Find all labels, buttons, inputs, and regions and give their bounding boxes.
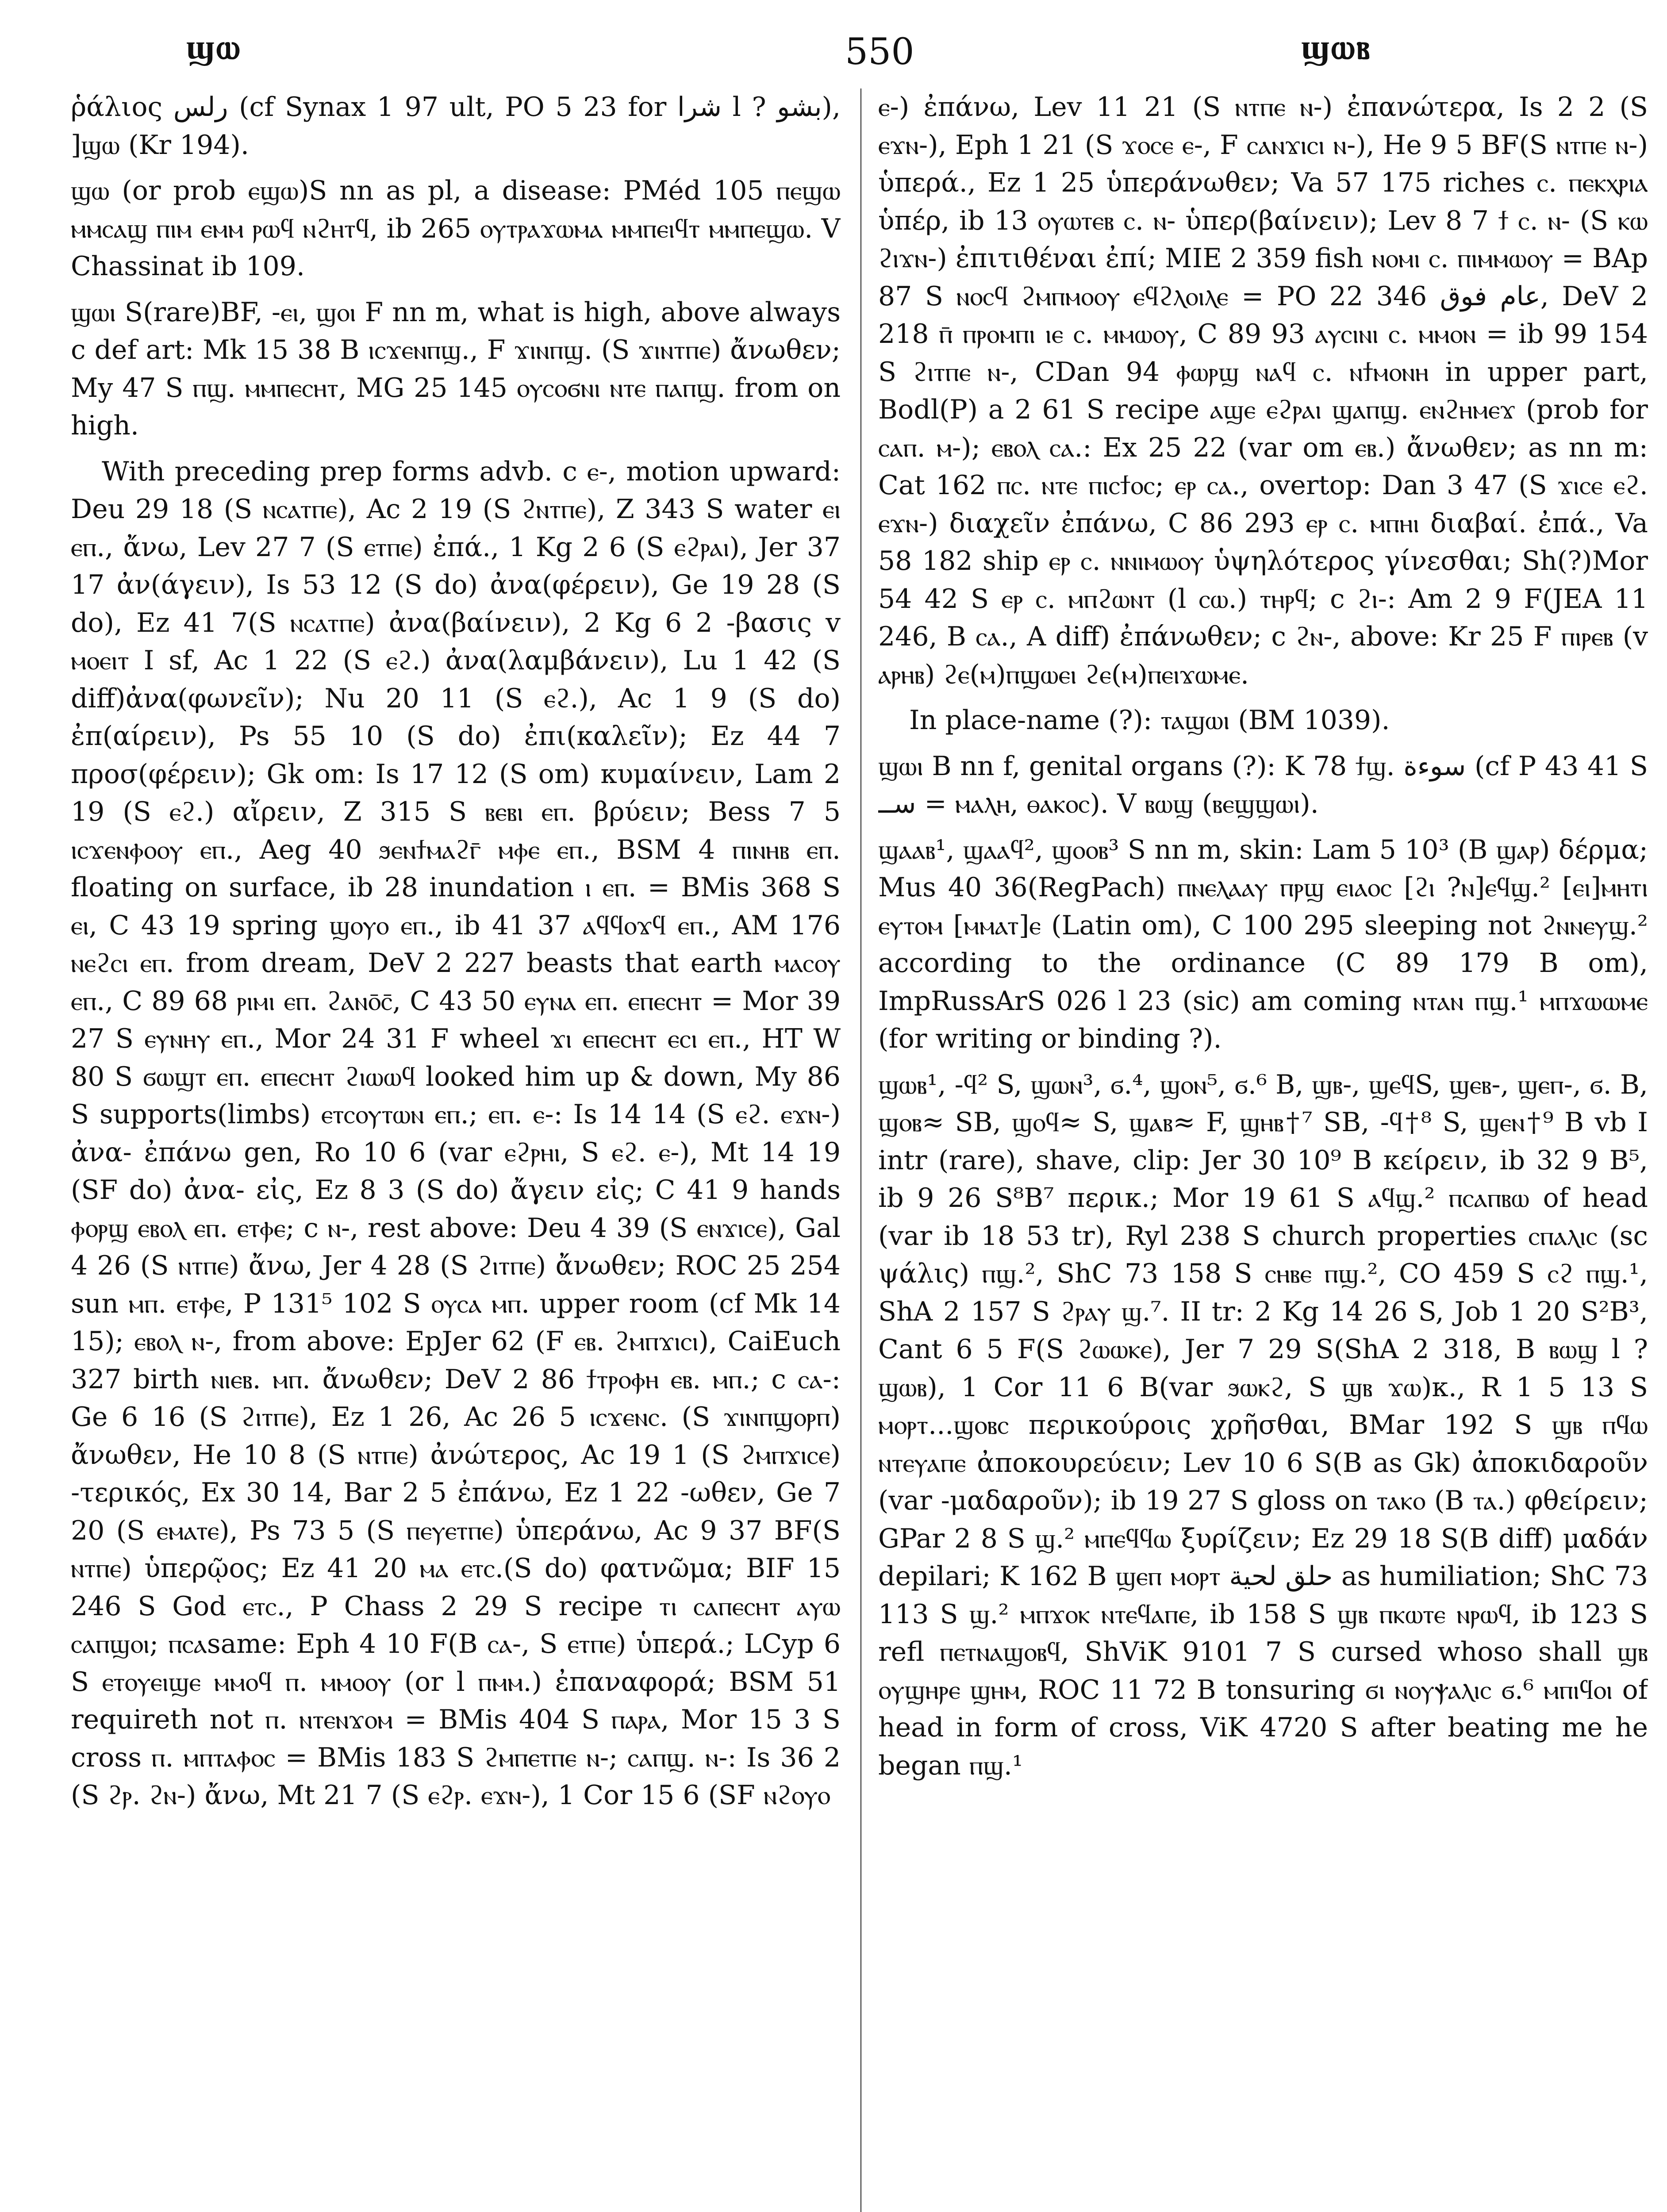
left-headword: ϣⲱ [186, 27, 242, 67]
page-header [71, 27, 1602, 88]
entry-paragraph: ϣⲱⲓ B nn f, genital organs (?): K 78 ϯϣ. سوءة (cf P 43 41 S ســ = ⲙⲁⲗⲏ, ⲑⲁⲕⲟⲥ). V ⲃⲱϣ (ⲃⲉϣϣⲱⲓ). [878, 750, 1648, 819]
column-divider [860, 88, 861, 2212]
entry-paragraph: ϣⲁⲁⲃ¹, ϣⲁⲁϥ², ϣⲟⲟⲃ³ S nn m, skin: Lam 5 10³ (B ϣⲁⲣ) δέρμα; Mus 40 36(RegPach) ⲡⲛⲉⲗⲁⲁⲩ ⲡⲣϣ ⲉⲓⲁⲟⲥ [ϩⲓ ?ⲛ]ⲉϥϣ.² [ⲉⲓ]ⲙⲏⲧⲓ ⲉⲩⲧⲟⲙ [ⲙⲙⲁⲧ]ⲉ (Latin om), C 100 295 sleeping not ϩⲛⲛⲉⲩϣ.² according to the ordinance (C 89 179 B om), ImpRussArS 026 l 23 (sic) am coming ⲛⲧⲁⲛ ⲡϣ.¹ ⲙⲡϫⲱⲱⲙⲉ (for writing or binding ?). [878, 834, 1648, 1054]
entry-paragraph: With preceding prep forms advb. c ⲉ-, motion upward: Deu 29 18 (S ⲛⲥⲁⲧⲡⲉ), Ac 2 19 (S ϩⲛⲧⲡⲉ), Z 343 S water ⲉⲓ ⲉⲡ., ἄνω, Lev 27 7 (S ⲉⲧⲡⲉ) ἐπά., 1 Kg 2 6 (S ⲉϩⲣⲁⲓ), Jer 37 17 ἀν(άγειν), Is 53 12 (S do) ἀνα(φέρειν), Ge 19 28 (S do), Ez 41 7(S ⲛⲥⲁⲧⲡⲉ) ἀνα(βαίνειν), 2 Kg 6 2 -βασις v ⲙⲟⲉⲓⲧ I sf, Ac 1 22 (S ⲉϩ.) ἀνα(λαμβάνειν), Lu 1 42 (S diff)ἀνα(φωνεῖν); Nu 20 11 (S ⲉϩ.), Ac 1 9 (S do) ἐπ(αίρειν), Ps 55 10 (S do) ἐπι(καλεῖν); Ez 44 7 προσ(φέρειν); Gk om: Is 17 12 (S om) κυμαίνειν, Lam 2 19 (S ⲉϩ.) αἴρειν, Z 315 S ⲃⲉⲃⲓ ⲉⲡ. βρύειν; Bess 7 5 ⲓⲥϫⲉⲛⲫⲟⲟⲩ ⲉⲡ., Aeg 40 ϧⲉⲛϯⲙⲁϩⲅ̄ ⲙⲫⲉ ⲉⲡ., BSM 4 ⲡⲓⲛⲏⲃ ⲉⲡ. floating on surface, ib 28 inundation ⲓ ⲉⲡ. = BMis 368 S ⲉⲓ, C 43 19 spring ϣⲟⲩⲟ ⲉⲡ., ib 41 37 ⲁϥϥⲟϫϥ ⲉⲡ., AM 176 ⲛⲉϩⲥⲓ ⲉⲡ. from dream, DeV 2 227 beasts that earth ⲙⲁⲥⲟⲩ ⲉⲡ., C 89 68 ⲣⲓⲙⲓ ⲉⲡ. ϩⲁⲛⲟ̄ⲥ̄, C 43 50 ⲉⲩⲛⲁ ⲉⲡ. ⲉⲡⲉⲥⲏⲧ = Mor 39 27 S ⲉⲩⲛⲏⲩ ⲉⲡ., Mor 24 31 F wheel ϫⲓ ⲉⲡⲉⲥⲏⲧ ⲉⲥⲓ ⲉⲡ., HT W 80 S ϭⲱϣⲧ ⲉⲡ. ⲉⲡⲉⲥⲏⲧ ϩⲓⲱⲱϥ looked him up & down, My 86 S supports(limbs) ⲉⲧⲥⲟⲩⲧⲱⲛ ⲉⲡ.; ⲉⲡ. ⲉ-: Is 14 14 (S ⲉϩ. ⲉϫⲛ-) ἀνα- ἐπάνω gen, Ro 10 6 (var ⲉϩⲣⲏⲓ, S ⲉϩ. ⲉ-), Mt 14 19 (SF do) ἀνα- εἰς, Ez 8 3 (S do) ἄγειν εἰς; C 41 9 hands ⲫⲟⲣϣ ⲉⲃⲟⲗ ⲉⲡ. ⲉⲧⲫⲉ; c ⲛ-, rest above: Deu 4 39 (S ⲉⲛϫⲓⲥⲉ), Gal 4 26 (S ⲛⲧⲡⲉ) ἄνω, Jer 4 28 (S ϩⲓⲧⲡⲉ) ἄνωθεν; ROC 25 254 sun ⲙⲡ. ⲉⲧⲫⲉ, P 131⁵ 102 S ⲟⲩⲥⲁ ⲙⲡ. upper room (cf Mk 14 15); ⲉⲃⲟⲗ ⲛ-, from above: EpJer 62 (F ⲉⲃ. ϩⲙⲡϫⲓⲥⲓ), CaiEuch 327 birth ⲛⲓⲉⲃ. ⲙⲡ. ἄνωθεν; DeV 2 86 ϯⲧⲣⲟⲫⲏ ⲉⲃ. ⲙⲡ.; c ⲥⲁ-: Ge 6 16 (S ϩⲓⲧⲡⲉ), Ez 1 26, Ac 26 5 ⲓⲥϫⲉⲛⲥ. (S ϫⲓⲛⲡϣⲟⲣⲡ) ἄνωθεν, He 10 8 (S ⲛⲧⲡⲉ) ἀνώτερος, Ac 19 1 (S ϩⲙⲡϫⲓⲥⲉ) -τερικός, Ex 30 14, Bar 2 5 ἐπάνω, Ez 1 22 -ωθεν, Ge 7 20 (S ⲉⲙⲁⲧⲉ), Ps 73 5 (S ⲡⲉⲩⲉⲧⲡⲉ) ὑπεράνω, Ac 9 37 BF(S ⲛⲧⲡⲉ) ὑπερῷος; Ez 41 20 ⲙⲁ ⲉⲧⲥ.(S do) φατνῶμα; BIF 15 246 S God ⲉⲧⲥ., P Chass 2 29 S recipe ⲧⲓ ⲥⲁⲡⲉⲥⲏⲧ ⲁⲩⲱ ⲥⲁⲡϣⲟⲓ; ⲡⲥⲁsame: Eph 4 10 F(B ⲥⲁ-, S ⲉⲧⲡⲉ) ὑπερά.; LCyp 6 S ⲉⲧⲟⲩⲉⲓϣⲉ ⲙⲙⲟϥ ⲡ. ⲙⲙⲟⲟⲩ (or l ⲡⲙⲙ.) ἐπαναφορά; BSM 51 requireth not ⲡ. ⲛⲧⲉⲛϫⲟⲙ = BMis 404 S ⲡⲁⲣⲁ, Mor 15 3 S cross ⲡ. ⲙⲡⲧⲁⲫⲟⲥ = BMis 183 S ϩⲙⲡⲉⲧⲡⲉ ⲛ-; ⲥⲁⲡϣ. ⲛ-: Is 36 2 (S ϩⲣ. ϩⲛ-) ἄνω, Mt 21 7 (S ⲉϩⲣ. ⲉϫⲛ-), 1 Cor 15 6 (SF ⲛϩⲟⲩⲟ [71, 456, 841, 1811]
entry-paragraph: ϣⲱⲓ S(rare)BF, -ⲉⲓ, ϣⲟⲓ F nn m, what is high, above always c def art: Mk 15 38 B ⲓⲥϫⲉⲛⲡϣ., F ϫⲓⲛⲡϣ. (S ϫⲓⲛⲧⲡⲉ) ἄνωθεν; My 47 S ⲡϣ. ⲙⲙⲡⲉⲥⲏⲧ, MG 25 145 ⲟⲩⲥⲟϭⲛⲓ ⲛⲧⲉ ⲡⲁⲡϣ. from on high. [71, 296, 841, 441]
entry-paragraph: ϣⲱⲃ¹, -ϥ² S, ϣⲱⲛ³, ϭ.⁴, ϣⲟⲛ⁵, ϭ.⁶ B, ϣⲃ-, ϣⲉϥS, ϣⲉⲃ-, ϣⲉⲡ-, ϭ. B, ϣⲟⲃ≈ SB, ϣⲟϥ≈ S, ϣⲁⲃ≈ F, ϣⲏⲃ†⁷ SB, -ϥ†⁸ S, ϣⲉⲛ†⁹ B vb I intr (rare), shave, clip: Jer 30 10⁹ B κείρειν, ib 32 9 B⁵, ib 9 26 S⁸B⁷ περικ.; Mor 19 61 S ⲁϥϣ.² ⲡⲥⲁⲡⲃⲱ of head (var ib 18 53 tr), Ryl 238 S church properties ⲥⲡⲁⲗⲓⲥ (sc ψάλις) ⲡϣ.², ShC 73 158 S ⲥⲏⲃⲉ ⲡϣ.², CO 459 S ⲥϩ ⲡϣ.¹, ShA 2 157 S ϩⲣⲁⲩ ϣ.⁷. II tr: 2 Kg 14 26 S, Job 1 20 S²B³, Cant 6 5 F(S ϩⲱⲱⲕⲉ), Jer 7 29 S(ShA 2 318, B ⲃⲱϣ l ? ϣⲱⲃ), 1 Cor 11 6 B(var ϧⲱⲕϩ, S ϣⲃ ϫⲱ)κ., R 1 5 13 S ⲙⲟⲣⲧ...ϣⲟⲃⲥ περικούροις χρῆσθαι, BMar 192 S ϣⲃ ⲡϥⲱ ⲛⲧⲉⲩⲁⲡⲉ ἀποκουρεύειν; Lev 10 6 S(B as Gk) ἀποκιδαροῦν (var -μαδαροῦν); ib 19 27 S gloss on ⲧⲁⲕⲟ (B ⲧⲁ.) φθείρειν; GPar 2 8 S ϣ.² ⲙⲡⲉϥϥⲱ ξυρίζειν; Ez 29 18 S(B diff) μαδάν depilari; K 162 B ϣⲉⲡ ⲙⲟⲣⲧ حلق لحية as humiliation; ShC 73 113 S ϣ.² ⲙⲡϫⲟⲕ ⲛⲧⲉϥⲁⲡⲉ, ib 158 S ϣⲃ ⲡⲕⲱⲧⲉ ⲛⲣⲱϥ, ib 123 S refl ⲡⲉⲧⲛⲁϣⲟⲃϥ, ShViK 9101 7 S cursed whoso shall ϣⲃ ⲟⲩϣⲏⲣⲉ ϣⲏⲙ, ROC 11 72 B tonsuring ϭⲓ ⲛⲟⲩⲯⲁⲗⲓⲥ ϭ.⁶ ⲙⲡⲓϥⲟⲓ of head in form of cross, ViK 4720 S after beating me he began ⲡϣ.¹ [878, 1069, 1648, 1781]
entry-paragraph: ϣⲱ (or prob ⲉϣⲱ)S nn as pl, a disease: PMéd 105 ⲡⲉϣⲱ ⲙⲙⲥⲁϣ ⲡⲓⲙ ⲉⲙⲙ ⲣⲱϥ ⲛϩⲏⲧϥ, ib 265 ⲟⲩⲧⲣⲁϫⲱⲙⲁ ⲙⲙⲡⲉⲓϥⲧ ⲙⲙⲡⲉϣⲱ. V Chassinat ib 109. [71, 175, 841, 282]
right-headword: ϣⲱⲃ [1301, 27, 1371, 67]
entry-paragraph: ⲉ-) ἐπάνω, Lev 11 21 (S ⲛⲧⲡⲉ ⲛ-) ἐπανώτερα, Is 2 2 (S ⲉϫⲛ-), Eph 1 21 (S ϫⲟⲥⲉ ⲉ-, F ⲥⲁⲛϫⲓⲥⲓ ⲛ-), He 9 5 BF(S ⲛⲧⲡⲉ ⲛ-) ὑπερά., Ez 1 25 ὑπεράνωθεν; Va 57 175 riches ⲥ. ⲡⲉⲕⲭⲣⲓⲁ ὑπέρ, ib 13 ⲟⲩⲱⲧⲉⲃ ⲥ. ⲛ- ὑπερ(βαίνειν); Lev 8 7 ϯ ⲥ. ⲛ- (S ⲕⲱ ϩⲓϫⲛ-) ἐπιτιθέναι ἐπί; MIE 2 359 fish ⲛⲟⲙⲓ ⲥ. ⲡⲓⲙⲙⲱⲟⲩ = BAp 87 S ⲛⲟⲥϥ ϩⲙⲡⲙⲟⲟⲩ ⲉϥϩⲗⲟⲓⲗⲉ = PO 22 346 عام فوق, DeV 2 218 ⲡ̄ ⲡⲣⲟⲙⲡⲓ ⲓⲉ ⲥ. ⲙⲙⲱⲟⲩ, C 89 93 ⲁⲩⲥⲓⲛⲓ ⲥ. ⲙⲙⲟⲛ = ib 99 154 S ϩⲓⲧⲡⲉ ⲛ-, CDan 94 ⲫⲱⲣϣ ⲛⲁϥ ⲥ. ⲛϯⲙⲟⲛⲏ in upper part, Bodl(P) a 2 61 S recipe ⲁϣⲉ ⲉϩⲣⲁⲓ ϣⲁⲡϣ. ⲉⲛϩⲏⲙⲉϫ (prob for ⲥⲁⲡ. ⲙ-); ⲉⲃⲟⲗ ⲥⲁ.: Ex 25 22 (var om ⲉⲃ.) ἄνωθεν; as nn m: Cat 162 ⲡⲥ. ⲛⲧⲉ ⲡⲓⲥϯⲟⲥ; ⲉⲣ ⲥⲁ., overtop: Dan 3 47 (S ϫⲓⲥⲉ ⲉϩ. ⲉϫⲛ-) διαχεῖν ἐπάνω, C 86 293 ⲉⲣ ⲥ. ⲙⲡⲏⲓ διαβαί. ἐπά., Va 58 182 ship ⲉⲣ ⲥ. ⲛⲛⲓⲙⲱⲟⲩ ὑψηλότερος γίνεσθαι; Sh(?)Mor 54 42 S ⲉⲣ ⲥ. ⲙⲡϩⲱⲛⲧ (l ⲥⲱ.) ⲧⲏⲣϥ; c ϩⲓ-: Am 2 9 F(JEA 11 246, B ⲥⲁ., A diff) ἐπάνωθεν; c ϩⲛ-, above: Kr 25 F ⲡⲓⲣⲉⲃ (v ⲁⲣⲏⲃ) ϩⲉ(ⲙ)ⲡϣⲱⲉⲓ ϩⲉ(ⲙ)ⲡⲉⲓϫⲱⲙⲉ. [878, 92, 1648, 690]
entry-paragraph: In place-name (?): ⲧⲁϣⲱⲓ (BM 1039). [909, 705, 1390, 736]
left-column [71, 88, 841, 2212]
entry-paragraph: ῥάλιος رلس (cf Synax 1 97 ult, PO 5 23 for شرا l ? بشو), ]ϣⲱ (Kr 194). [71, 92, 841, 161]
page-number: 550 [845, 31, 914, 73]
right-column [878, 88, 1648, 2212]
